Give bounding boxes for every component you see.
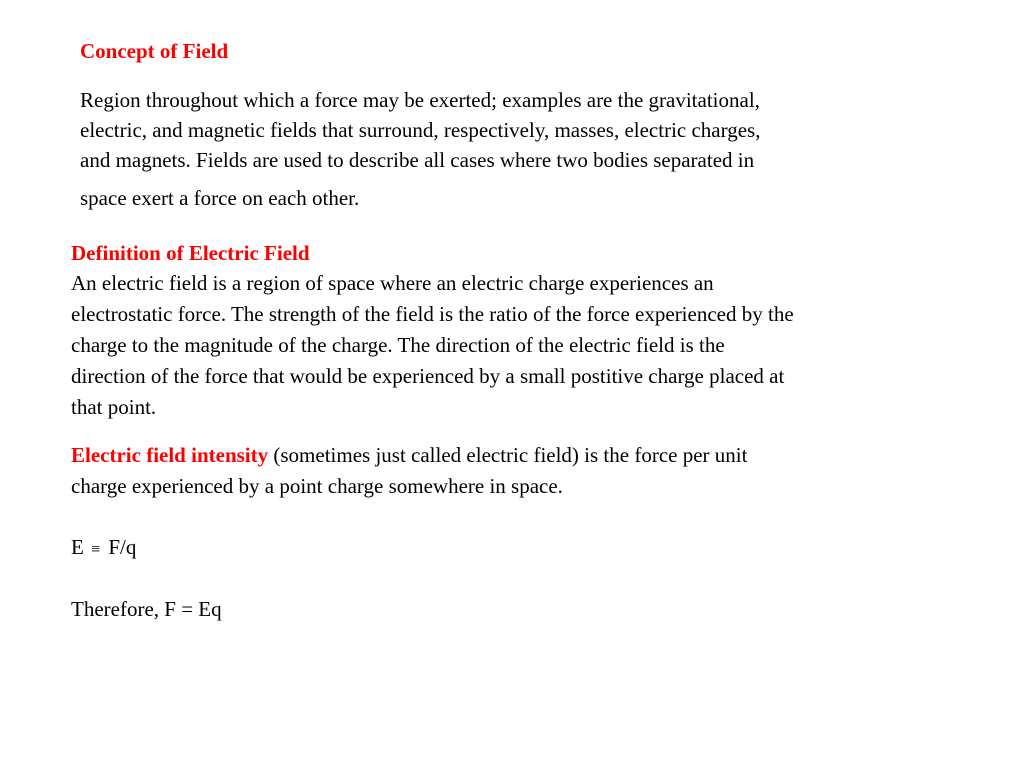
- intensity-term: Electric field intensity: [71, 443, 269, 467]
- concept-line-4: space exert a force on each other.: [80, 186, 360, 210]
- concept-line-3: and magnets. Fields are used to describe all cases where two bodies separated in: [80, 148, 755, 172]
- force-equation: Therefore, F = Eq: [71, 597, 222, 621]
- definition-paragraph: [71, 268, 971, 423]
- definition-line-4: direction of the force that would be experienced by a small postitive charge placed at: [71, 364, 785, 388]
- intensity-line-1-text: (sometimes just called electric field) is the force per unit: [268, 443, 748, 467]
- definition-line-1: An electric field is a region of space where an electric charge experiences an: [71, 271, 714, 295]
- definition-line-2: electrostatic force. The strength of the field is the ratio of the force experienced by the: [71, 302, 794, 326]
- equation-right: F/q: [103, 535, 137, 559]
- concept-line-2: electric, and magnetic fields that surround, respectively, masses, electric charges,: [80, 118, 761, 142]
- equivalence-symbol: ≡: [91, 541, 101, 558]
- concept-of-field-paragraph: [80, 85, 940, 213]
- intensity-line-2: charge experienced by a point charge somewhere in space.: [71, 474, 563, 498]
- intensity-line-1: [71, 440, 971, 471]
- definition-line-3: charge to the magnitude of the charge. The direction of the electric field is the: [71, 333, 725, 357]
- equation-left: E: [71, 535, 90, 559]
- concept-line-1: Region throughout which a force may be exerted; examples are the gravitational,: [80, 88, 760, 112]
- definition-line-5: that point.: [71, 395, 157, 419]
- definition-of-electric-field-heading: Definition of Electric Field: [71, 241, 310, 265]
- concept-of-field-heading: Concept of Field: [80, 39, 229, 63]
- field-definition-equation: [71, 533, 136, 564]
- electric-field-intensity-paragraph: [71, 440, 971, 502]
